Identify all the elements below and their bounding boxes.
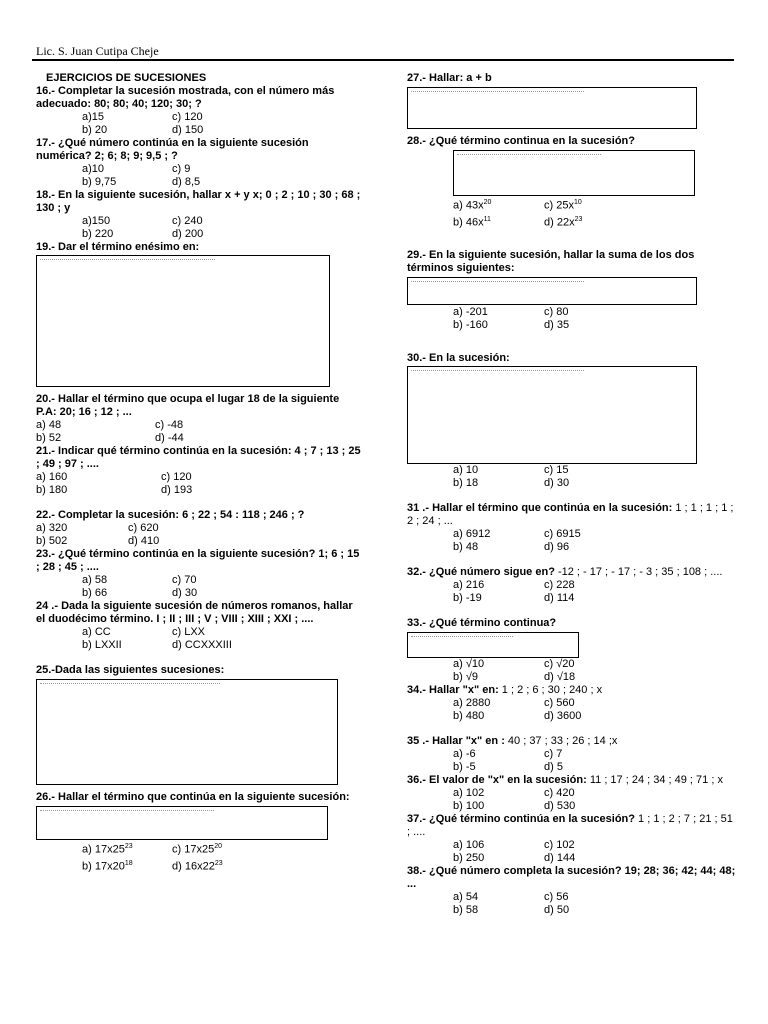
option-a: a) 58 bbox=[82, 574, 108, 586]
author-header: Lic. S. Juan Cutipa Cheje bbox=[36, 44, 159, 58]
options-31 bbox=[407, 528, 737, 554]
option-a: a) 106 bbox=[453, 839, 485, 852]
option-c: c) 102 bbox=[544, 839, 575, 852]
option-c: c) LXX bbox=[172, 626, 206, 638]
option-d: d) 35 bbox=[544, 319, 570, 332]
options-24 bbox=[36, 626, 362, 652]
option-c: c) 620 bbox=[128, 522, 159, 534]
option-c: c) 420 bbox=[544, 787, 575, 800]
question-21: 21.- Indicar qué término continúa en la sucesión: 4 ; 7 ; 13 ; 25 ; 49 ; 97 ; .... bbox=[36, 445, 361, 470]
option-b: b) 100 bbox=[453, 800, 485, 813]
header-rule bbox=[32, 59, 734, 61]
question-22: 22.- Completar la sucesión: 6 ; 22 ; 54 : 118 ; 246 ; ? bbox=[36, 509, 305, 521]
options-17 bbox=[36, 163, 362, 189]
option-b: b) 18 bbox=[453, 477, 479, 490]
option-b: b) 480 bbox=[453, 710, 485, 723]
question-17: 17.- ¿Qué número continúa en la siguiente sucesión numérica? 2; 6; 8; 9; 9,5 ; ? bbox=[36, 137, 309, 162]
question-28-figure-box bbox=[453, 150, 695, 196]
question-18: 18.- En la siguiente sucesión, hallar x + y x; 0 ; 2 ; 10 ; 30 ; 68 ; 130 ; y bbox=[36, 189, 361, 214]
option-c: c) 120 bbox=[161, 471, 192, 483]
option-d: d) CCXXXIII bbox=[172, 639, 232, 651]
options-16 bbox=[36, 111, 362, 137]
question-38: 38.- ¿Qué número completa la sucesión? 19; 28; 36; 42; 44; 48; ... bbox=[407, 865, 736, 891]
option-a: a)150 bbox=[82, 215, 111, 227]
option-c: c) √20 bbox=[544, 658, 575, 671]
left-column bbox=[36, 72, 362, 873]
option-b: b) 9,75 bbox=[82, 176, 117, 188]
option-a: a) $43x^{20}$ bbox=[453, 199, 492, 212]
question-25-figure-box bbox=[36, 679, 338, 785]
option-c: c) $25x^{10}$ bbox=[544, 199, 582, 212]
option-d: d) 410 bbox=[128, 535, 160, 547]
option-c: c) 15 bbox=[544, 464, 569, 477]
question-29: 29.- En la siguiente sucesión, hallar la suma de los dos términos siguientes: bbox=[407, 249, 695, 275]
option-d: d) 8,5 bbox=[172, 176, 201, 188]
option-a: a) 160 bbox=[36, 471, 68, 483]
option-c: c) 560 bbox=[544, 697, 575, 710]
options-32 bbox=[407, 579, 737, 605]
question-34: 34.- Hallar "x" en: 1 ; 2 ; 6 ; 30 ; 240 ; x bbox=[407, 684, 603, 697]
question-33-figure-box bbox=[407, 632, 579, 658]
option-d: d) 144 bbox=[544, 852, 576, 865]
option-b: b) √9 bbox=[453, 671, 478, 684]
options-22 bbox=[36, 522, 362, 548]
options-21 bbox=[36, 471, 362, 497]
option-a: a) 10 bbox=[453, 464, 479, 477]
options-36 bbox=[407, 787, 737, 813]
option-d: d) $22x^{23}$ bbox=[544, 215, 583, 229]
option-a: a) √10 bbox=[453, 658, 485, 671]
option-a: a)10 bbox=[82, 163, 105, 175]
option-a: a) 320 bbox=[36, 522, 68, 534]
option-d: d) 3600 bbox=[544, 710, 582, 723]
question-27-figure-box bbox=[407, 87, 697, 129]
options-26 bbox=[36, 840, 362, 873]
question-26-figure-box bbox=[36, 806, 328, 840]
options-30 bbox=[407, 464, 737, 490]
question-29-figure-box bbox=[407, 277, 697, 305]
option-b: b) LXXII bbox=[82, 639, 122, 651]
option-b: b) -5 bbox=[453, 761, 476, 774]
option-d: d) 193 bbox=[161, 484, 193, 496]
question-19-figure-box bbox=[36, 255, 330, 387]
option-d: d) 96 bbox=[544, 541, 570, 554]
options-23 bbox=[36, 574, 362, 600]
options-34 bbox=[407, 697, 737, 723]
options-38 bbox=[407, 891, 737, 917]
option-c: c) 80 bbox=[544, 306, 569, 319]
option-d: d) 50 bbox=[544, 904, 570, 917]
option-d: d) 30 bbox=[172, 587, 198, 599]
option-a: a) 54 bbox=[453, 891, 479, 904]
question-28: 28.- ¿Qué término continua en la sucesión? bbox=[407, 135, 635, 147]
option-a: a)15 bbox=[82, 111, 105, 123]
question-25: 25.-Dada las siguientes sucesiones: bbox=[36, 664, 225, 676]
question-33: 33.- ¿Qué término continua? bbox=[407, 617, 557, 630]
option-d: d) -44 bbox=[155, 432, 184, 444]
option-d: d) 5 bbox=[544, 761, 563, 774]
option-b: b) 66 bbox=[82, 587, 108, 599]
option-d: d) $16x22^{23}$ bbox=[172, 859, 223, 873]
option-b: b) -19 bbox=[453, 592, 482, 605]
question-30-figure-box bbox=[407, 366, 697, 464]
option-b: b) -160 bbox=[453, 319, 488, 332]
option-b: b) 180 bbox=[36, 484, 68, 496]
options-37 bbox=[407, 839, 737, 865]
options-18 bbox=[36, 215, 362, 241]
question-16: 16.- Completar la sucesión mostrada, con el número más adecuado: 80; 80; 40; 120; 30; ? bbox=[36, 85, 335, 110]
options-20 bbox=[36, 419, 362, 445]
option-c: c) -48 bbox=[155, 419, 184, 431]
option-b: b) 20 bbox=[82, 124, 108, 136]
option-c: c) 240 bbox=[172, 215, 203, 227]
option-a: a) -201 bbox=[453, 306, 488, 319]
options-29 bbox=[407, 306, 737, 332]
option-a: a) $17x25^{23}$ bbox=[82, 843, 133, 856]
question-26: 26.- Hallar el término que continúa en la siguiente sucesión: bbox=[36, 791, 350, 803]
option-b: b) $46x^{11}$ bbox=[453, 215, 491, 229]
option-b: b) 48 bbox=[453, 541, 479, 554]
option-a: a) 48 bbox=[36, 419, 62, 431]
option-d: d) 150 bbox=[172, 124, 204, 136]
question-24: 24 .- Dada la siguiente sucesión de números romanos, hallar el duodécimo término. I ; II ; III ; V ; VIII ; XIII ; XXI ; .... bbox=[36, 600, 353, 625]
option-c: c) 9 bbox=[172, 163, 191, 175]
option-a: a) 2880 bbox=[453, 697, 491, 710]
option-a: a) -6 bbox=[453, 748, 476, 761]
option-d: d) 200 bbox=[172, 228, 204, 240]
option-b: b) $17x20^{18}$ bbox=[82, 859, 133, 873]
option-d: d) 30 bbox=[544, 477, 570, 490]
options-35 bbox=[407, 748, 737, 774]
option-b: b) 502 bbox=[36, 535, 68, 547]
option-d: d) √18 bbox=[544, 671, 576, 684]
options-33 bbox=[407, 658, 737, 684]
option-c: c) 7 bbox=[544, 748, 563, 761]
question-20: 20.- Hallar el término que ocupa el lugar 18 de la siguiente P.A: 20; 16 ; 12 ; ... bbox=[36, 393, 340, 418]
option-c: c) 6915 bbox=[544, 528, 581, 541]
right-column bbox=[407, 72, 737, 917]
question-27: 27.- Hallar: a + b bbox=[407, 72, 492, 84]
option-b: b) 250 bbox=[453, 852, 485, 865]
option-c: c) 228 bbox=[544, 579, 575, 592]
page-title: EJERCICIOS DE SUCESIONES bbox=[46, 72, 207, 84]
option-a: a) 102 bbox=[453, 787, 485, 800]
option-a: a) 6912 bbox=[453, 528, 491, 541]
option-b: b) 220 bbox=[82, 228, 114, 240]
question-30: 30.- En la sucesión: bbox=[407, 352, 510, 365]
option-c: c) 70 bbox=[172, 574, 197, 586]
option-d: d) 114 bbox=[544, 592, 575, 605]
question-31: 31 .- Hallar el término que continúa en la sucesión: 1 ; 1 ; 1 ; 1 ; 2 ; 24 ; ... bbox=[407, 502, 734, 528]
options-28 bbox=[407, 196, 737, 229]
option-c: c) 56 bbox=[544, 891, 569, 904]
option-a: a) CC bbox=[82, 626, 111, 638]
option-a: a) 216 bbox=[453, 579, 485, 592]
option-d: d) 530 bbox=[544, 800, 576, 813]
question-37: 37.- ¿Qué término continúa en la sucesión? 1 ; 1 ; 2 ; 7 ; 21 ; 51 ; .... bbox=[407, 813, 733, 839]
option-b: b) 58 bbox=[453, 904, 479, 917]
question-35: 35 .- Hallar "x" en : 40 ; 37 ; 33 ; 26 ; 14 ;x bbox=[407, 735, 618, 748]
option-c: c) $17x25^{20}$ bbox=[172, 843, 222, 856]
option-b: b) 52 bbox=[36, 432, 62, 444]
question-36: 36.- El valor de "x" en la sucesión: 11 ; 17 ; 24 ; 34 ; 49 ; 71 ; x bbox=[407, 774, 723, 787]
question-32: 32.- ¿Qué número sigue en? -12 ; - 17 ; - 17 ; - 3 ; 35 ; 108 ; .... bbox=[407, 566, 723, 579]
question-19: 19.- Dar el término enésimo en: bbox=[36, 241, 200, 253]
question-23: 23.- ¿Qué término continúa en la siguiente sucesión? 1; 6 ; 15 ; 28 ; 45 ; .... bbox=[36, 548, 360, 573]
option-c: c) 120 bbox=[172, 111, 203, 123]
